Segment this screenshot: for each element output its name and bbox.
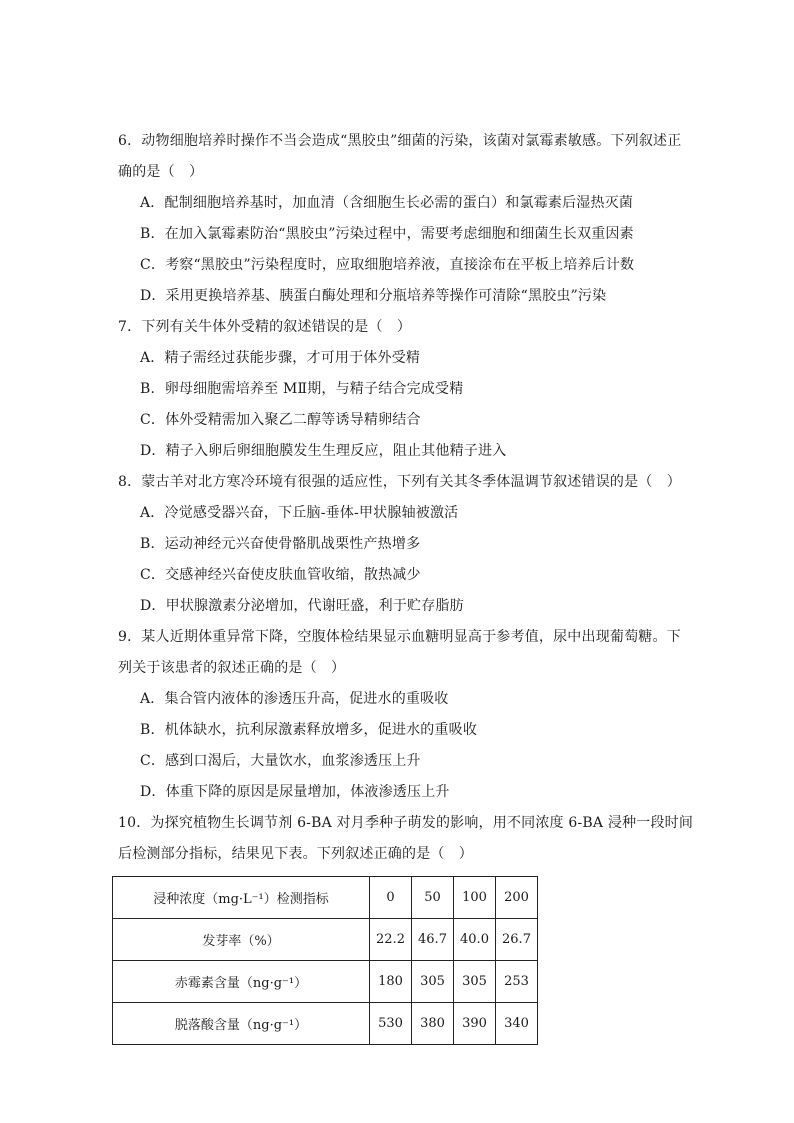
q8-option-b: B．运动神经元兴奋使骨骼肌战栗性产热增多 xyxy=(140,536,421,552)
table-header-cell: 0 xyxy=(370,877,412,919)
table-cell: 40.0 xyxy=(454,919,496,961)
q7-stem-line-1: 7．下列有关牛体外受精的叙述错误的是（ ） xyxy=(118,319,412,335)
table-cell: 22.2 xyxy=(370,919,412,961)
table-cell: 180 xyxy=(370,961,412,1003)
table-header-row xyxy=(113,877,538,919)
table-header-label: 浸种浓度（mg·L⁻¹）检测指标 xyxy=(113,877,370,919)
table-cell: 26.7 xyxy=(496,919,538,961)
q7-option-d: D．精子入卵后卵细胞膜发生生理反应，阻止其他精子进入 xyxy=(140,443,507,459)
table-row xyxy=(113,1003,538,1045)
table-header-cell: 50 xyxy=(412,877,454,919)
row-label: 脱落酸含量（ng·g⁻¹） xyxy=(113,1003,370,1045)
q7-option-a: A．精子需经过获能步骤，才可用于体外受精 xyxy=(140,350,421,366)
q6-option-c: C．考察“黑胶虫”污染程度时，应取细胞培养液，直接涂布在平板上培养后计数 xyxy=(140,257,635,273)
table-header-cell: 100 xyxy=(454,877,496,919)
q6-option-d: D．采用更换培养基、胰蛋白酶处理和分瓶培养等操作可清除“黑胶虫”污染 xyxy=(140,288,607,304)
table-cell: 46.7 xyxy=(412,919,454,961)
q8-option-d: D．甲状腺激素分泌增加，代谢旺盛，利于贮存脂肪 xyxy=(140,598,464,614)
table-header-cell: 200 xyxy=(496,877,538,919)
q8-stem-line-1: 8．蒙古羊对北方寒冷环境有很强的适应性，下列有关其冬季体温调节叙述错误的是（ ） xyxy=(118,474,681,490)
q6-option-b: B．在加入氯霉素防治“黑胶虫”污染过程中，需要考虑细胞和细菌生长双重因素 xyxy=(140,226,634,242)
q7-option-c: C．体外受精需加入聚乙二醇等诱导精卵结合 xyxy=(140,412,421,428)
table-row xyxy=(113,961,538,1003)
q6-option-a: A．配制细胞培养基时，加血清（含细胞生长必需的蛋白）和氯霉素后湿热灭菌 xyxy=(140,195,634,211)
table-cell: 305 xyxy=(454,961,496,1003)
q8-option-a: A．冷觉感受器兴奋，下丘脑-垂体-甲状腺轴被激活 xyxy=(140,505,459,521)
table-cell: 530 xyxy=(370,1003,412,1045)
table-cell: 380 xyxy=(412,1003,454,1045)
row-label: 赤霉素含量（ng·g⁻¹） xyxy=(113,961,370,1003)
q9-option-c: C．感到口渴后，大量饮水，血浆渗透压上升 xyxy=(140,753,421,769)
q9-stem-line-1: 9．某人近期体重异常下降，空腹体检结果显示血糖明显高于参考值，尿中出现葡萄糖。下 xyxy=(118,629,681,645)
q8-option-c: C．交感神经兴奋使皮肤血管收缩，散热减少 xyxy=(140,567,421,583)
q9-option-a: A．集合管内液体的渗透压升高，促进水的重吸收 xyxy=(140,691,449,707)
table-row xyxy=(113,919,538,961)
table-cell: 390 xyxy=(454,1003,496,1045)
q10-stem-line-1: 10．为探究植物生长调节剂 6-BA 对月季种子萌发的影响，用不同浓度 6-BA 浸种一段时间 xyxy=(118,815,694,831)
row-label: 发芽率（%） xyxy=(113,919,370,961)
table-cell: 253 xyxy=(496,961,538,1003)
q6-stem-line-2: 确的是（ ） xyxy=(118,164,204,180)
q6-stem-line-1: 6．动物细胞培养时操作不当会造成“黑胶虫”细菌的污染，该菌对氯霉素敏感。下列叙述正 xyxy=(118,133,682,149)
table-cell: 305 xyxy=(412,961,454,1003)
q10-stem-line-2: 后检测部分指标，结果见下表。下列叙述正确的是（ ） xyxy=(118,846,473,862)
q9-option-b: B．机体缺水，抗利尿激素释放增多，促进水的重吸收 xyxy=(140,722,478,738)
q7-option-b: B．卵母细胞需培养至 MⅡ期，与精子结合完成受精 xyxy=(140,381,464,397)
q9-option-d: D．体重下降的原因是尿量增加，体液渗透压上升 xyxy=(140,784,450,800)
data-table xyxy=(112,876,538,1045)
q9-stem-line-2: 列关于该患者的叙述正确的是（ ） xyxy=(118,660,346,676)
table-cell: 340 xyxy=(496,1003,538,1045)
